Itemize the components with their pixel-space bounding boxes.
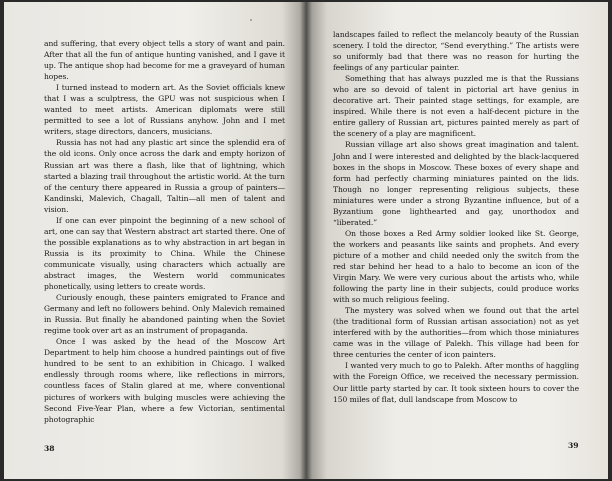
page-number: 38 (44, 444, 55, 453)
page-number: 39 (568, 441, 579, 450)
left-page (4, 2, 306, 479)
left-page-body (44, 38, 285, 425)
paragraph: Curiously enough, these painters emigrated to France and Germany and left no followers behind. Only Malevich remained in Russia. But finally he abandoned painting when the Soviet regime took over art as an instrument of propaganda. (44, 293, 285, 336)
paragraph: Something that has always puzzled me is that the Russians who are so devoid of talent in pictorial art have genius in decorative art. Their painted stage settings, for example, are inspired. While there is not even a half-decent picture in the entire gallery of Russian art, pictures painted merely as part of the scenery of a play are magnificent. (333, 74, 579, 139)
paragraph: Russia has not had any plastic art since the splendid era of the old icons. Only once across the dark and empty horizon of Russian art was there a flash, like that of lightning, which started a blazing trail throughout the artistic world. At the turn of the century there appeared in Russia a group of painters—Kandinski, Malevich, Chagall, Taltin—all men of talent and vision. (44, 138, 285, 214)
paragraph: and suffering, that every object tells a story of want and pain. After that all the fun of antique hunting vanished, and I gave it up. The antique shop had become for me a graveyard of human hopes. (44, 39, 285, 82)
paragraph: The mystery was solved when we found out that the artel (the traditional form of Russian artisan association) not as yet interfered with by the authorities—from which those miniatures came was in the village of Palekh. This village had been for three centuries the center of icon painters. (333, 306, 579, 360)
paragraph: landscapes failed to reflect the melancoly beauty of the Russian scenery. I told the director, “Send everything.” The artists were so uniformly bad that there was no reason for hurting the feelings of any particular painter. (333, 30, 579, 73)
paragraph: Once I was asked by the head of the Moscow Art Department to help him choose a hundred paintings out of five hundred to be sent to an exhibition in Chicago. I walked endlessly through rooms where, like reflections in mirrors, countless faces of Stalin glared at me, where conventional pictures of workers with bulging muscles were achieving the Second Five-Year Plan, where a few Victorian, sentimental photographic (44, 337, 285, 424)
paragraph: If one can ever pinpoint the beginning of a new school of art, one can say that Western abstract art started there. One of the possible explanations as to why abstraction in art began in Russia is its proximity to China. While the Chinese communicate visually, using characters which actually are abstract images, the Western world communicates phonetically, using letters to create words. (44, 215, 285, 292)
paragraph: Russian village art also shows great imagination and talent. John and I were interested and delighted by the black-lacquered boxes in the shops in Moscow. These boxes of every shape and form had perfectly charming miniatures painted on the lids. Though no longer representing religious subjects, these miniatures were under a strong Byzantine influence, but of a Byzantium gone lighthearted and gay, unorthodox and “liberated.” (333, 140, 579, 227)
book-gutter (300, 2, 312, 479)
right-page-body (333, 29, 579, 405)
paragraph: On those boxes a Red Army soldier looked like St. George, the workers and peasants like saints and prophets. And every picture of a mother and child needed only the switch from the red star behind her head to a halo to become an icon of the Virgin Mary. We were very curious about the artists who, while following the party line in their subjects, could produce works with so much religious feeling. (333, 228, 579, 305)
book-spread (4, 2, 608, 479)
paragraph: I wanted very much to go to Palekh. After months of haggling with the Foreign Office, we received the necessary permission. Our little party started by car. It took sixteen hours to cover the 150 miles of flat, dull landscape from Moscow to (333, 361, 579, 404)
right-page (306, 2, 608, 479)
print-speck (250, 19, 252, 21)
paragraph: I turned instead to modern art. As the Soviet officials knew that I was a sculptress, the GPU was not suspicious when I wanted to meet artists. American diplomats were still permitted to see a lot of Russians anyhow. John and I met writers, stage directors, dancers, musicians. (44, 83, 285, 137)
